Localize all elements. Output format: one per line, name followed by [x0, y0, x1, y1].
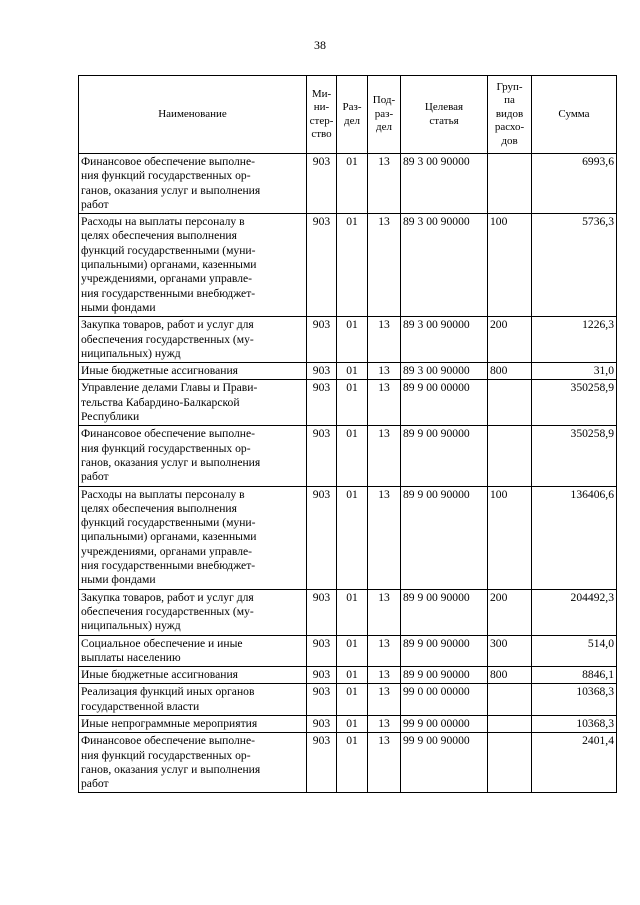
cell-name: Иные непрограммные мероприятия: [79, 715, 307, 732]
cell-name: Иные бюджетные ассигнования: [79, 667, 307, 684]
table-body: [79, 154, 617, 793]
cell-amount: 204492,3: [532, 589, 617, 635]
cell-ministry: 903: [307, 667, 337, 684]
cell-target: 89 9 00 90000: [401, 426, 488, 486]
cell-name: Иные бюджетные ассигнования: [79, 363, 307, 380]
cell-section: 01: [337, 486, 368, 589]
cell-expense-group: 800: [488, 363, 532, 380]
header-ministry: Ми- ни- стер- ство: [307, 76, 337, 154]
table-row: [79, 589, 617, 635]
cell-section: 01: [337, 635, 368, 667]
cell-amount: 2401,4: [532, 733, 617, 793]
table-row: [79, 363, 617, 380]
cell-name: Закупка товаров, работ и услуг для обеспечения государственных (му- ниципальных) нужд: [79, 317, 307, 363]
cell-amount: 5736,3: [532, 214, 617, 317]
cell-section: 01: [337, 589, 368, 635]
cell-expense-group: 200: [488, 589, 532, 635]
cell-section: 01: [337, 733, 368, 793]
cell-expense-group: 100: [488, 214, 532, 317]
cell-subsection: 13: [368, 317, 401, 363]
cell-amount: 514,0: [532, 635, 617, 667]
cell-target: 99 9 00 90000: [401, 733, 488, 793]
table-row: [79, 486, 617, 589]
budget-table: [78, 75, 617, 793]
cell-name: Финансовое обеспечение выполне- ния функций государственных ор- ганов, оказания услуг и выполнения работ: [79, 154, 307, 214]
cell-amount: 10368,3: [532, 684, 617, 716]
page-number: 38: [314, 38, 326, 52]
cell-expense-group: [488, 684, 532, 716]
table-row: [79, 426, 617, 486]
cell-target: 99 0 00 00000: [401, 684, 488, 716]
cell-name: Финансовое обеспечение выполне- ния функций государственных ор- ганов, оказания услуг и выполнения работ: [79, 733, 307, 793]
cell-amount: 350258,9: [532, 380, 617, 426]
cell-expense-group: [488, 154, 532, 214]
cell-ministry: 903: [307, 635, 337, 667]
cell-subsection: 13: [368, 667, 401, 684]
cell-ministry: 903: [307, 486, 337, 589]
table-row: [79, 733, 617, 793]
cell-target: 89 9 00 90000: [401, 667, 488, 684]
cell-expense-group: 100: [488, 486, 532, 589]
table-row: [79, 380, 617, 426]
table-row: [79, 214, 617, 317]
cell-ministry: 903: [307, 684, 337, 716]
cell-target: 89 9 00 90000: [401, 486, 488, 589]
table-header-row: [79, 76, 617, 154]
cell-amount: 350258,9: [532, 426, 617, 486]
table-row: [79, 635, 617, 667]
cell-ministry: 903: [307, 380, 337, 426]
cell-section: 01: [337, 715, 368, 732]
cell-name: Социальное обеспечение и иные выплаты населению: [79, 635, 307, 667]
cell-subsection: 13: [368, 214, 401, 317]
cell-amount: 8846,1: [532, 667, 617, 684]
cell-section: 01: [337, 380, 368, 426]
table-row: [79, 667, 617, 684]
header-target: Целевая статья: [401, 76, 488, 154]
cell-ministry: 903: [307, 214, 337, 317]
cell-ministry: 903: [307, 715, 337, 732]
cell-expense-group: [488, 426, 532, 486]
cell-target: 89 3 00 90000: [401, 154, 488, 214]
cell-expense-group: [488, 380, 532, 426]
cell-section: 01: [337, 154, 368, 214]
cell-expense-group: 300: [488, 635, 532, 667]
cell-ministry: 903: [307, 317, 337, 363]
cell-amount: 1226,3: [532, 317, 617, 363]
cell-name: Управление делами Главы и Прави- тельства Кабардино-Балкарской Республики: [79, 380, 307, 426]
cell-expense-group: 800: [488, 667, 532, 684]
cell-subsection: 13: [368, 635, 401, 667]
cell-subsection: 13: [368, 733, 401, 793]
cell-amount: 31,0: [532, 363, 617, 380]
cell-subsection: 13: [368, 715, 401, 732]
cell-section: 01: [337, 214, 368, 317]
cell-name: Реализация функций иных органов государственной власти: [79, 684, 307, 716]
cell-section: 01: [337, 317, 368, 363]
cell-expense-group: [488, 733, 532, 793]
cell-target: 89 9 00 90000: [401, 635, 488, 667]
cell-subsection: 13: [368, 363, 401, 380]
cell-amount: 136406,6: [532, 486, 617, 589]
cell-expense-group: [488, 715, 532, 732]
cell-subsection: 13: [368, 380, 401, 426]
cell-target: 89 3 00 90000: [401, 363, 488, 380]
cell-name: Расходы на выплаты персоналу в целях обеспечения выполнения функций государственными (муни- ципальными) органами, казенными учреждениями, органами управле- ния государственными внебюджет- ными фондами: [79, 486, 307, 589]
cell-ministry: 903: [307, 154, 337, 214]
cell-name: Закупка товаров, работ и услуг для обеспечения государственных (му- ниципальных) нужд: [79, 589, 307, 635]
cell-expense-group: 200: [488, 317, 532, 363]
cell-target: 89 3 00 90000: [401, 317, 488, 363]
cell-target: 99 9 00 00000: [401, 715, 488, 732]
cell-subsection: 13: [368, 486, 401, 589]
table-row: [79, 317, 617, 363]
cell-target: 89 3 00 90000: [401, 214, 488, 317]
cell-ministry: 903: [307, 426, 337, 486]
cell-target: 89 9 00 00000: [401, 380, 488, 426]
header-subsection: Под- раз- дел: [368, 76, 401, 154]
cell-name: Финансовое обеспечение выполне- ния функций государственных ор- ганов, оказания услуг и выполнения работ: [79, 426, 307, 486]
header-section: Раз- дел: [337, 76, 368, 154]
cell-ministry: 903: [307, 589, 337, 635]
table-row: [79, 684, 617, 716]
cell-name: Расходы на выплаты персоналу в целях обеспечения выполнения функций государственными (муни- ципальными) органами, казенными учреждениями, органами управле- ния государственными внебюджет- ными фондами: [79, 214, 307, 317]
cell-section: 01: [337, 363, 368, 380]
header-expense-group: Груп- па видов расхо- дов: [488, 76, 532, 154]
cell-target: 89 9 00 90000: [401, 589, 488, 635]
cell-subsection: 13: [368, 426, 401, 486]
cell-section: 01: [337, 667, 368, 684]
header-amount: Сумма: [532, 76, 617, 154]
cell-amount: 6993,6: [532, 154, 617, 214]
table-row: [79, 715, 617, 732]
table-row: [79, 154, 617, 214]
cell-ministry: 903: [307, 733, 337, 793]
header-name: Наименование: [79, 76, 307, 154]
cell-section: 01: [337, 426, 368, 486]
cell-subsection: 13: [368, 684, 401, 716]
cell-amount: 10368,3: [532, 715, 617, 732]
cell-section: 01: [337, 684, 368, 716]
cell-ministry: 903: [307, 363, 337, 380]
cell-subsection: 13: [368, 154, 401, 214]
cell-subsection: 13: [368, 589, 401, 635]
